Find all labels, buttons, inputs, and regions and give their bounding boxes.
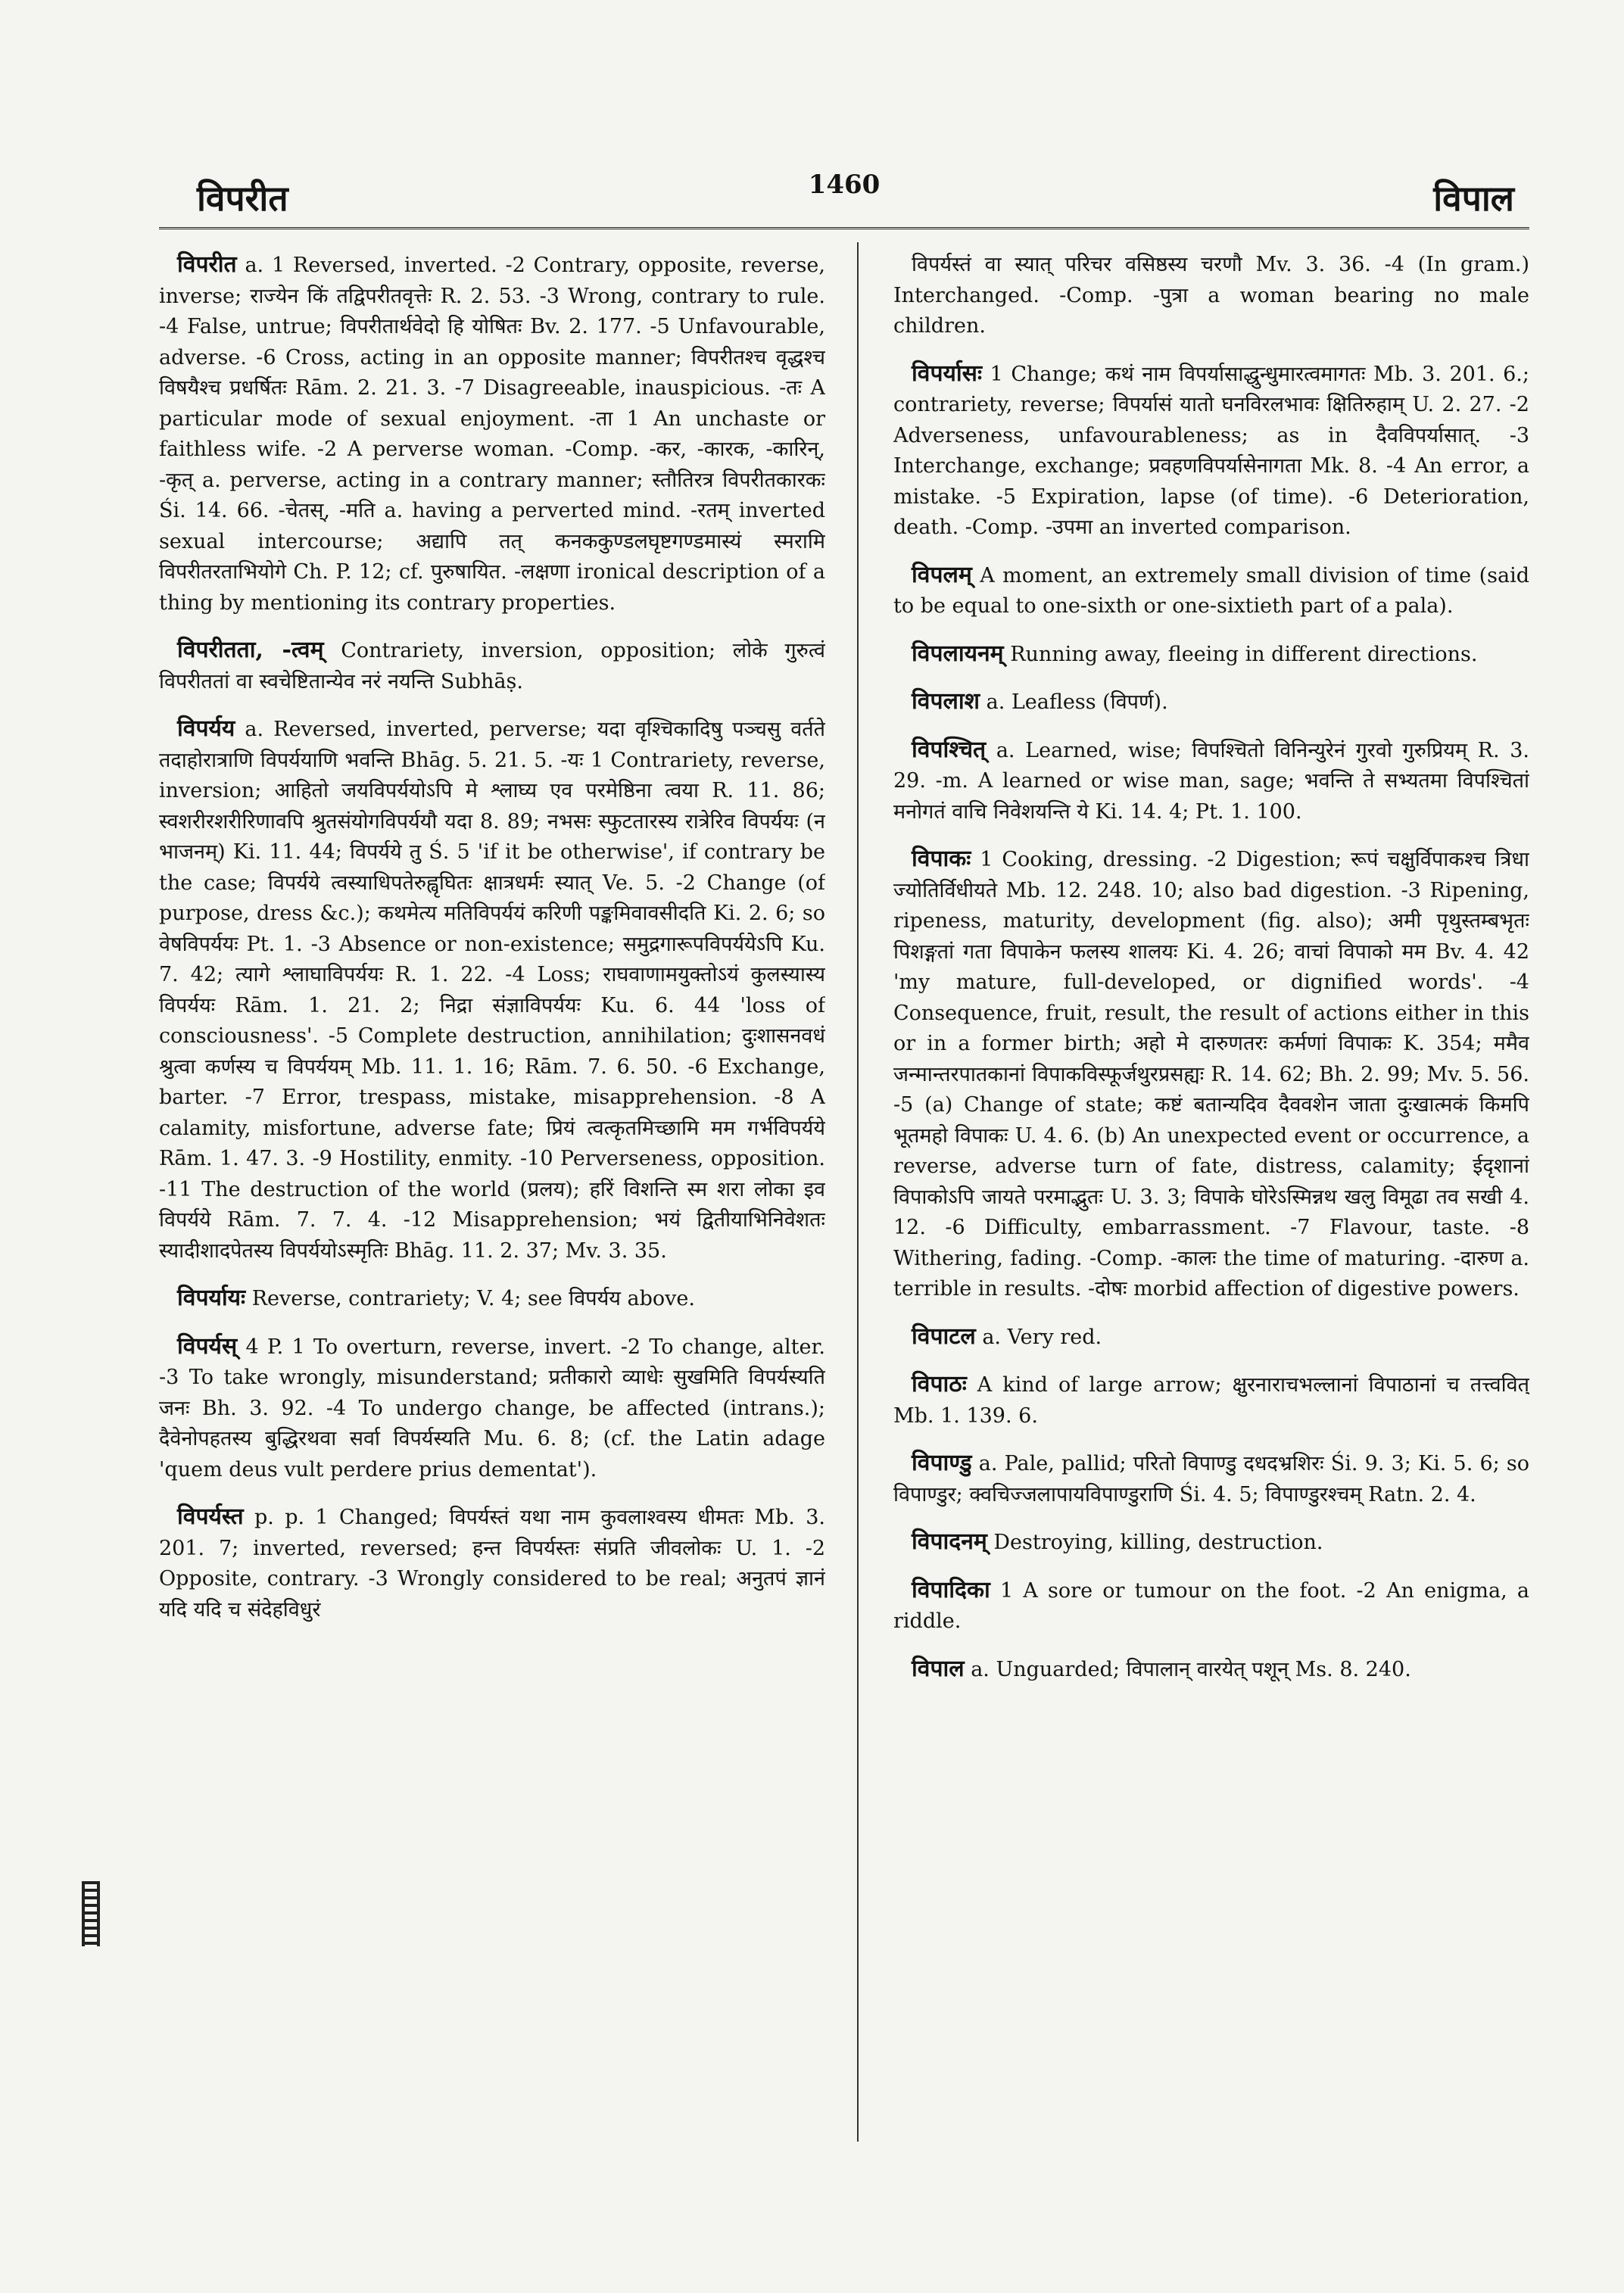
page-header [159,167,1529,227]
dictionary-entry [159,250,825,618]
entry-headword: विपाटल [912,1323,976,1350]
left-column [159,250,825,2126]
entry-definition: p. p. 1 Changed; विपर्यस्तं यथा नाम कुवलाश्वस्य धीमतः Mb. 3. 201. 7; inverted, reversed; हन्त विपर्यस्तः संप्रति जीवलोकः U. 1. -2 Opposite, contrary. -3 Wrongly considered to be real; अनुतपं ज्ञानं यदि यदि च संदेहविधुरं [159,1506,825,1622]
dictionary-entry [159,635,825,697]
entry-definition: a. Leafless (विपर्ण). [986,690,1168,714]
dictionary-entry [893,735,1529,828]
left-headword: विपरीत [197,178,288,219]
entry-headword: विपर्यस् [177,1332,238,1360]
entry-headword: विपलाश [912,688,980,715]
dictionary-entry [159,1502,825,1625]
dictionary-entry [893,560,1529,622]
dictionary-entry [893,250,1529,342]
dictionary-entry [893,1448,1529,1510]
entry-headword: विपर्यासः [912,360,982,387]
dictionary-entry [159,1283,825,1315]
entry-headword: विपाठः [912,1371,967,1397]
entry-headword: विपाण्डु [912,1450,972,1476]
entry-headword: विपरीत [177,251,237,278]
entry-headword: विपरीतता, -त्वम् [177,637,324,663]
entry-headword: विपाकः [912,846,971,872]
page-number: 1460 [808,170,881,200]
entry-definition: a. 1 Reversed, inverted. -2 Contrary, opposite, reverse, inverse; राज्येन किं तद्विपरीतवृत्तेः R. 2. 53. -3 Wrong, contrary to rule. -4 False, untrue; विपरीतार्थवेदो हि योषितः Bv. 2. 177. -5 Unfavourable, adverse. -6 Cross, acting in an opposite manner; विपरीतश्च वृद्धश्च विषयैश्च प्रधर्षितः Rām. 2. 21. 3. -7 Disagreeable, inauspicious. -तः A particular mode of sexual enjoyment. -ता 1 An unchaste or faithless wife. -2 A perverse woman. -Comp. -कर, -कारक, -कारिन्, -कृत् a. perverse, acting in a contrary manner; स्तौतिरत्र विपरीतकारकः Śi. 14. 66. -चेतस्, -मति a. having a perverted mind. -रतम् inverted sexual intercourse; अद्यापि तत् कनककुण्डलघृष्टगण्डमास्यं स्मरामि विपरीतरताभियोगे Ch. P. 12; cf. पुरुषायित. -लक्षणा ironical description of a thing by mentioning its contrary properties. [159,254,825,615]
right-column [893,250,1529,2126]
entry-definition: 1 A sore or tumour on the foot. -2 An enigma, a riddle. [893,1578,1529,1633]
entry-definition: Running away, fleeing in different directions. [1010,642,1478,666]
dictionary-entry [893,1322,1529,1354]
entry-headword: विपाल [912,1655,965,1682]
dictionary-entry [893,1527,1529,1559]
entry-headword: विपर्यायः [177,1285,246,1311]
entry-headword: विपलायनम् [912,640,1004,667]
entry-headword: विपर्यय [177,715,235,742]
header-rule [159,227,1529,234]
entry-definition: Reverse, contrariety; V. 4; see विपर्यय above. [251,1287,695,1310]
entry-definition: a. Very red. [982,1325,1102,1349]
dictionary-entry [893,1654,1529,1686]
entry-definition: a. Reversed, inverted, perverse; यदा वृश्चिकादिषु पञ्चसु वर्तते तदाहोरात्राणि विपर्ययाणि भवन्ति Bhāg. 5. 21. 5. -यः 1 Contrariety, reverse, inversion; आहितो जयविपर्ययोऽपि मे श्लाघ्य एव परमेष्ठिना त्वया R. 11. 86; स्वशरीरशरीरिणावपि श्रुतसंयोगविपर्ययौ यदा 8. 89; नभसः स्फुटतारस्य रात्रेरिव विपर्ययः (न भाजनम्) Ki. 11. 44; विपर्यये तु Ś. 5 'if it be otherwise', if contrary be the case; विपर्यये त्वस्याधिपतेरुह्वृघितः क्षात्रधर्मः स्यात् Ve. 5. -2 Change (of purpose, dress &c.); कथमेत्य मतिविपर्ययं करिणी पङ्कमिवावसीदति Ki. 2. 6; so वेषविपर्ययः Pt. 1. -3 Absence or non-existence; समुद्रगारूपविपर्ययेऽपि Ku. 7. 42; त्यागे श्लाघाविपर्ययः R. 1. 22. -4 Loss; राघवाणामयुक्तोऽयं कुलस्यास्य विपर्ययः Rām. 1. 21. 2; निद्रा संज्ञाविपर्ययः Ku. 6. 44 'loss of consciousness'. -5 Complete destruction, annihilation; दुःशासनवधं श्रुत्वा कर्णस्य च विपर्ययम् Mb. 11. 1. 16; Rām. 7. 6. 50. -6 Exchange, barter. -7 Error, trespass, mistake, misapprehension. -8 A calamity, misfortune, adverse fate; प्रियं त्वत्कृतमिच्छामि मम गर्भविपर्यये Rām. 1. 47. 3. -9 Hostility, enmity. -10 Perverseness, opposition. -11 The destruction of the world (प्रलय); हरिं विशन्ति स्म शरा लोका इव विपर्यये Rām. 7. 7. 4. -12 Misapprehension; भयं द्वितीयाभिनिवेशतः स्यादीशादपेतस्य विपर्ययोऽस्मृतिः Bhāg. 11. 2. 37; Mv. 3. 35. [159,718,825,1263]
entry-definition: Destroying, killing, destruction. [993,1531,1323,1554]
entry-headword: विपश्चित् [912,736,987,763]
entry-definition: 1 Cooking, dressing. -2 Digestion; रूपं चक्षुर्विपाकश्च त्रिधा ज्योतिर्विधीयते Mb. 12. 248. 10; also bad digestion. -3 Ripening, ripeness, maturity, development (fig. also); अमी पृथुस्तम्बभृतः पिशङ्गतां गता विपाकेन फलस्य शालयः Ki. 4. 26; वाचां विपाको मम Bv. 4. 42 'my mature, full-developed, or dignified words'. -4 Consequence, fruit, result, the result of actions either in this or in a former birth; अहो मे दारुणतरः कर्मणां विपाकः K. 354; ममैव जन्मान्तरपातकानां विपाकविस्फूर्जथुरप्रसह्यः R. 14. 62; Bh. 2. 99; Mv. 5. 56. -5 (a) Change of state; कष्टं बतान्यदिव दैववशेन जाता दुःखात्मकं किमपि भूतमहो विपाकः U. 4. 6. (b) An unexpected event or occurrence, a reverse, adverse turn of fate, distress, calamity; ईदृशानां विपाकोऽपि जायते परमाद्भुतः U. 3. 3; विपाके घोरेऽस्मिन्नथ खलु विमूढा तव सखी 4. 12. -6 Difficulty, embarrassment. -7 Flavour, taste. -8 Withering, fading. -Comp. -कालः the time of maturing. -दारुण a. terrible in results. -दोषः morbid affection of digestive powers. [893,848,1529,1301]
dictionary-entry [893,844,1529,1305]
entry-headword: विपलम् [912,561,972,588]
dictionary-entry [893,1575,1529,1637]
dictionary-entry [893,359,1529,544]
dictionary-entry [893,687,1529,718]
entry-definition: a. Pale, pallid; परितो विपाण्डु दधदभ्रशिरः Śi. 9. 3; Ki. 5. 6; so विपाण्डुर; क्वचिज्जलापायविपाण्डुराणि Śi. 4. 5; विपाण्डुरश्चम् Ratn. 2. 4. [893,1452,1529,1506]
entry-headword: विपादिका [912,1576,990,1603]
margin-mark [82,1881,100,1946]
entry-definition: a. Learned, wise; विपश्चितो विनिन्युरेनं गुरवो गुरुप्रियम् R. 3. 29. -m. A learned or wise man, sage; भवन्ति ते सभ्यतमा विपश्चितां मनोगतं वाचि निवेशयन्ति ये Ki. 14. 4; Pt. 1. 100. [893,738,1529,824]
entry-definition: विपर्यस्तं वा स्यात् परिचर वसिष्ठस्य चरणौ Mv. 3. 36. -4 (In gram.) Interchanged. -Comp. -पुत्रा a woman bearing no male children. [893,253,1529,338]
right-headword: विपाल [1433,178,1514,219]
dictionary-entry [159,1332,825,1486]
entry-definition: A kind of large arrow; क्षुरनाराचभल्लानां विपाठानां च तत्त्ववित् Mb. 1. 139. 6. [893,1373,1529,1428]
entry-headword: विपादनम् [912,1528,987,1555]
dictionary-entry [893,639,1529,671]
entry-definition: a. Unguarded; विपालान् वारयेत् पशून् Ms. 8. 240. [971,1657,1411,1681]
entry-headword: विपर्यस्त [177,1503,244,1530]
entry-definition: Contrariety, inversion, opposition; लोके गुरुत्वं विपरीततां वा स्वचेष्टितान्येव नरं नयन्ति Subhāṣ. [159,639,825,693]
entry-definition: A moment, an extremely small division of time (said to be equal to one-sixth or one-sixtieth part of a pala). [893,563,1529,618]
column-divider [857,242,859,2142]
dictionary-entry [159,714,825,1266]
entry-definition: 1 Change; कथं नाम विपर्यासाद्धुन्धुमारत्वमागतः Mb. 3. 201. 6.; contrariety, reverse; विपर्यासं यातो घनविरलभावः क्षितिरुहाम् U. 2. 27. -2 Adverseness, unfavourableness; as in दैवविपर्यासात्. -3 Interchange, exchange; प्रवहणविपर्यासेनागता Mk. 8. -4 An error, a mistake. -5 Expiration, lapse (of time). -6 Deterioration, death. -Comp. -उपमा an inverted comparison. [893,362,1529,539]
entry-definition: 4 P. 1 To overturn, reverse, invert. -2 To change, alter. -3 To take wrongly, misunderstand; प्रतीकारो व्याधेः सुखमिति विपर्यस्यति जनः Bh. 3. 92. -4 To undergo change, be affected (intrans.); दैवेनोपहतस्य बुद्धिरथवा सर्वा विपर्यस्यति Mu. 6. 8; (cf. the Latin adage 'quem deus vult perdere prius dementat'). [159,1335,825,1481]
dictionary-entry [893,1369,1529,1432]
